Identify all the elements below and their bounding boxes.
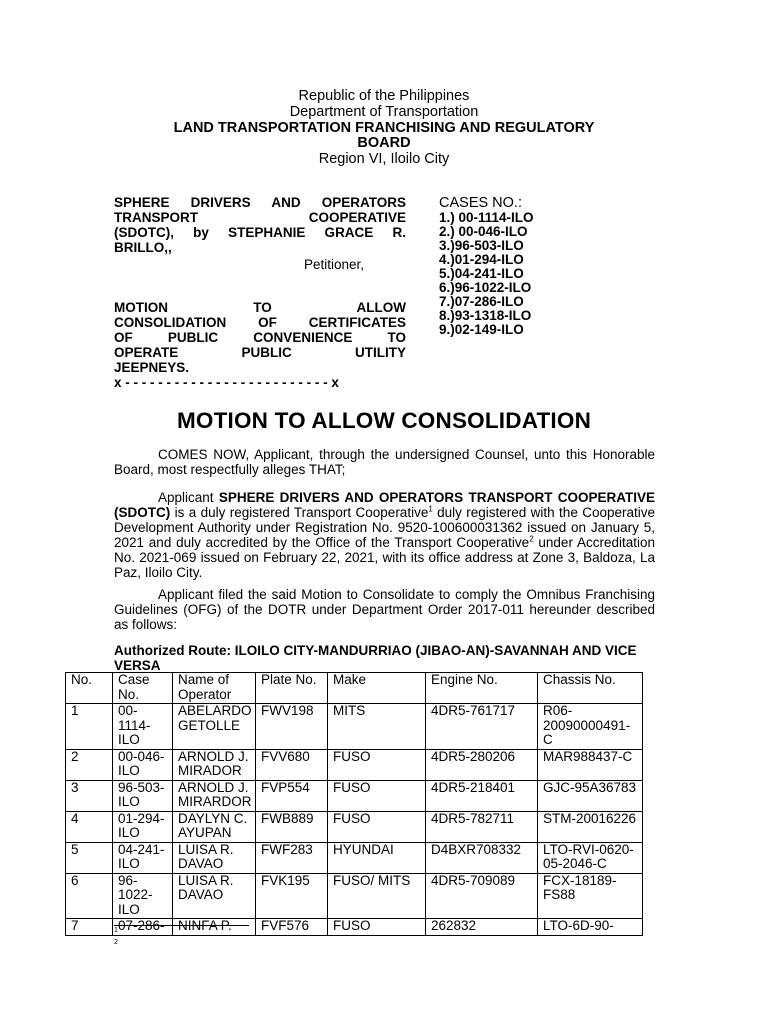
case-number: 7.)07-286-ILO — [439, 294, 524, 309]
table-cell: ARNOLD J. MIRARDOR — [173, 780, 256, 811]
motion-caption-line: OF PUBLIC CONVENIENCE TO — [114, 330, 406, 345]
table-cell: DAYLYN C. AYUPAN — [173, 811, 256, 842]
table-header-row — [66, 673, 643, 704]
motion-caption-line: OPERATE PUBLIC UTILITY — [114, 345, 406, 360]
table-cell: 2 — [66, 749, 113, 780]
header-agency: LAND TRANSPORTATION FRANCHISING AND REGULATORY — [173, 120, 595, 136]
case-number: 9.)02-149-ILO — [439, 322, 524, 337]
table-cell: LUISA R. DAVAO — [173, 873, 256, 919]
table-cell: FUSO — [328, 749, 426, 780]
table-cell: R06-20090000491-C — [538, 704, 643, 750]
table-cell: 07-286- — [113, 919, 173, 936]
document-title: MOTION TO ALLOW CONSOLIDATION — [176, 408, 592, 433]
table-cell: FCX-18189-FS88 — [538, 873, 643, 919]
footnote-1: 1 — [114, 927, 118, 934]
table-cell: FWF283 — [256, 842, 328, 873]
table-cell: 4DR5-761717 — [426, 704, 538, 750]
table-cell: FUSO/ MITS — [328, 873, 426, 919]
case-caption — [114, 195, 406, 390]
motion-caption-line: MOTION TO ALLOW — [114, 300, 406, 315]
table-cell: 01-294-ILO — [113, 811, 173, 842]
case-number: 8.)93-1318-ILO — [439, 308, 532, 323]
petitioner-line: SPHERE DRIVERS AND OPERATORS — [114, 195, 406, 210]
case-number: 6.)96-1022-ILO — [439, 280, 532, 295]
header-republic: Republic of the Philippines — [298, 88, 470, 104]
table-cell: FUSO — [328, 811, 426, 842]
table-row — [66, 749, 643, 780]
table-row — [66, 811, 643, 842]
case-number: 5.)04-241-ILO — [439, 266, 524, 281]
table-row — [66, 704, 643, 750]
cases-list — [439, 195, 534, 337]
table-cell: FWB889 — [256, 811, 328, 842]
petitioner-label: Petitioner, — [304, 257, 365, 272]
table-cell: 3 — [66, 780, 113, 811]
table-row — [66, 842, 643, 873]
table-cell: FWV198 — [256, 704, 328, 750]
table-cell: GJC-95A36783 — [538, 780, 643, 811]
table-cell: 6 — [66, 873, 113, 919]
motion-caption-line: CONSOLIDATION OF CERTIFICATES — [114, 315, 406, 330]
col-header: Name of Operator — [173, 673, 256, 704]
table-cell: 7 — [66, 919, 113, 936]
table-cell: 4 — [66, 811, 113, 842]
footnote-ref-2[interactable]: 2 — [529, 534, 534, 544]
table-cell: 96-1022-ILO — [113, 873, 173, 919]
header-agency-cont: BOARD — [357, 135, 411, 151]
table-cell: LTO-RVI-0620-05-2046-C — [538, 842, 643, 873]
table-row — [66, 919, 643, 936]
paragraph-comes-now: COMES NOW, Applicant, through the undersigned Counsel, unto this Honorable Board, most respectfully alleges THAT; — [114, 447, 655, 477]
case-number: 4.)01-294-ILO — [439, 252, 524, 267]
table-cell: FVV680 — [256, 749, 328, 780]
table-cell: STM-20016226 — [538, 811, 643, 842]
table-cell: LTO-6D-90- — [538, 919, 643, 936]
case-number: 1.) 00-1114-ILO — [439, 210, 534, 225]
petitioner-line: BRILLO,, — [114, 240, 172, 255]
table-cell: LUISA R. DAVAO — [173, 842, 256, 873]
table-cell: 4DR5-782711 — [426, 811, 538, 842]
operators-table — [65, 672, 643, 936]
table-cell: MITS — [328, 704, 426, 750]
table-cell: FVF576 — [256, 919, 328, 936]
table-cell: 96-503-ILO — [113, 780, 173, 811]
col-header: Chassis No. — [538, 673, 643, 704]
table-cell: 4DR5-280206 — [426, 749, 538, 780]
col-header: No. — [66, 673, 113, 704]
applicant-name: SPHERE DRIVERS AND OPERATORS TRANSPORT COOPERATIVE (SDOTC) — [114, 490, 655, 520]
table-cell: 262832 — [426, 919, 538, 936]
footnote-divider — [114, 925, 249, 926]
caption-separator: x - - - - - - - - - - - - - - - - - - - - - - - - - x — [114, 375, 339, 390]
table-cell: MAR988437-C — [538, 749, 643, 780]
paragraph-filed-motion: Applicant filed the said Motion to Consolidate to comply the Omnibus Franchising Guidelines (OFG) of the DOTR under Department Order 2017-011 hereunder described as follows: — [114, 587, 655, 632]
cases-label: CASES NO.: — [439, 195, 522, 211]
table-cell: ABELARDO GETOLLE — [173, 704, 256, 750]
col-header: Make — [328, 673, 426, 704]
petitioner-line: (SDOTC), by STEPHANIE GRACE R. — [114, 225, 406, 240]
table-cell: FUSO — [328, 919, 426, 936]
table-cell: 1 — [66, 704, 113, 750]
table-cell: NINFA P. — [173, 919, 256, 936]
table-cell: HYUNDAI — [328, 842, 426, 873]
table-cell: 4DR5-218401 — [426, 780, 538, 811]
table-cell: ARNOLD J. MIRADOR — [173, 749, 256, 780]
col-header: Plate No. — [256, 673, 328, 704]
footnote-ref-1[interactable]: 1 — [428, 504, 433, 514]
header-region: Region VI, Iloilo City — [318, 151, 450, 167]
table-cell: 00-1114-ILO — [113, 704, 173, 750]
petitioner-line: TRANSPORT COOPERATIVE — [114, 210, 406, 225]
table-cell: 00-046-ILO — [113, 749, 173, 780]
table-row — [66, 780, 643, 811]
table-cell: 5 — [66, 842, 113, 873]
table-cell: 04-241-ILO — [113, 842, 173, 873]
table-cell: FVP554 — [256, 780, 328, 811]
col-header: Case No. — [113, 673, 173, 704]
col-header: Engine No. — [426, 673, 538, 704]
table-cell: D4BXR708332 — [426, 842, 538, 873]
motion-caption-line: JEEPNEYS. — [114, 360, 190, 375]
case-number: 2.) 00-046-ILO — [439, 224, 528, 239]
paragraph-applicant: Applicant SPHERE DRIVERS AND OPERATORS TRANSPORT COOPERATIVE (SDOTC) is a duly registered Transport Cooperative$^1$ duly registered with the Cooperative Development Authority under Registration No. 9520-100600031362 issued on January 5, 2021 and duly accredited by the Office of the Transport Cooperative$^2$ under Accreditation No. 2021-069 issued on February 22, 2021, with its office address at Zone 3, Baldoza, La Paz, Iloilo City. — [114, 490, 656, 580]
authorized-route: Authorized Route: ILOILO CITY-MANDURRIAO (JIBAO-AN)-SAVANNAH AND VICE VERSA — [114, 643, 637, 673]
table-row — [66, 873, 643, 919]
case-number: 3.)96-503-ILO — [439, 238, 524, 253]
header-department: Department of Transportation — [289, 104, 479, 120]
table-cell: FVK195 — [256, 873, 328, 919]
table-cell: FUSO — [328, 780, 426, 811]
footnote-2: 2 — [114, 939, 118, 946]
table-cell: 4DR5-709089 — [426, 873, 538, 919]
